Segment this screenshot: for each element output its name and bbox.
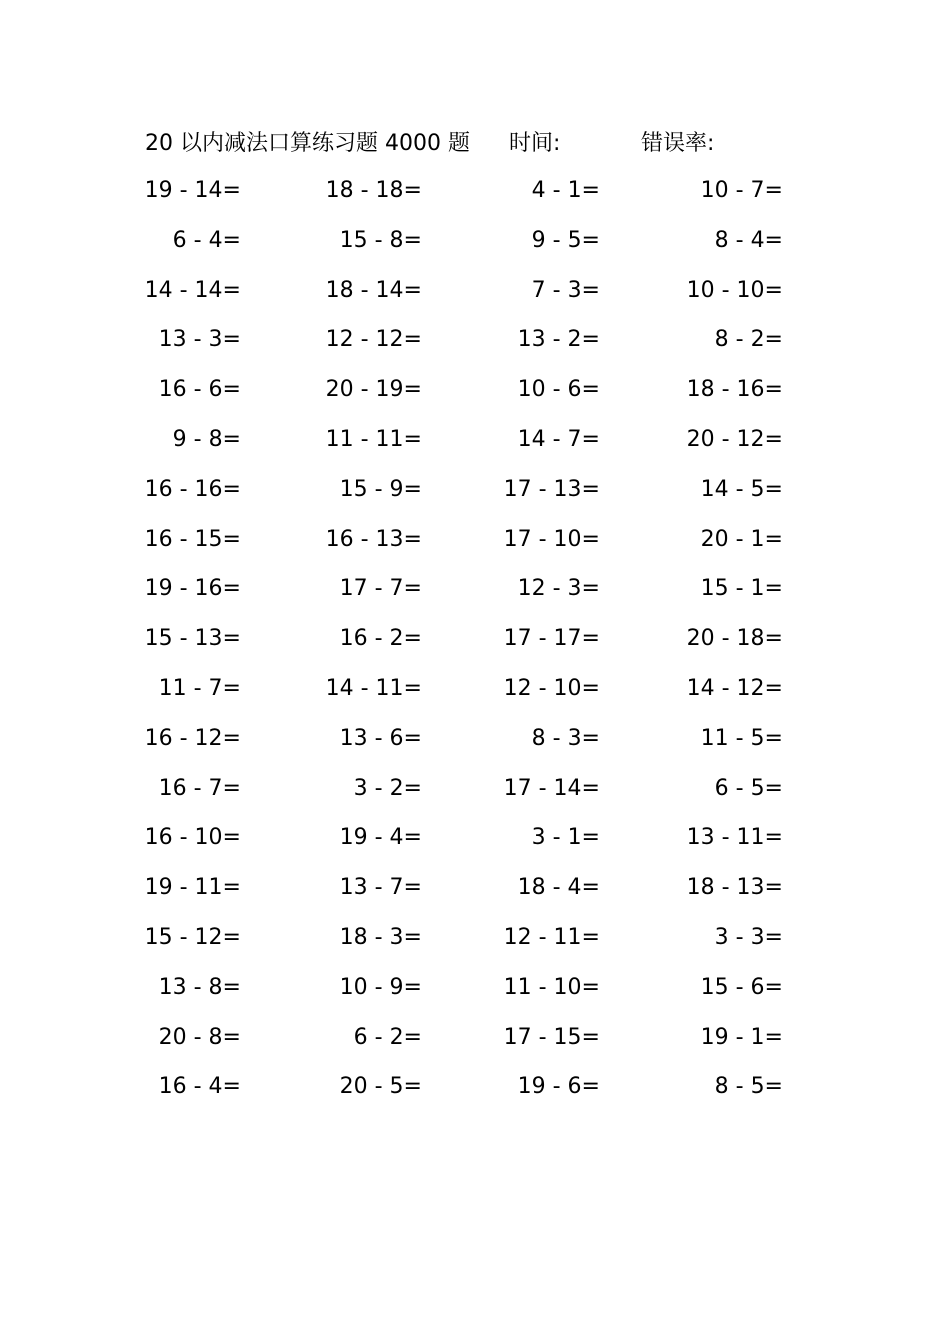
subtraction-problem: 18 - 16= (686, 377, 783, 403)
subtraction-problem: 13 - 2= (517, 327, 600, 353)
problem-row (0, 525, 950, 575)
subtraction-problem: 17 - 14= (503, 775, 600, 801)
problem-row (0, 1072, 950, 1122)
problem-row (0, 624, 950, 674)
worksheet-title: 20 以内减法口算练习题 4000 题 (145, 131, 470, 156)
problem-row (0, 724, 950, 774)
problem-grid (0, 176, 950, 1122)
subtraction-problem: 14 - 14= (144, 277, 241, 303)
subtraction-problem: 16 - 16= (144, 476, 241, 502)
subtraction-problem: 10 - 10= (686, 277, 783, 303)
subtraction-problem: 20 - 8= (158, 1024, 241, 1050)
problem-row (0, 873, 950, 923)
subtraction-problem: 15 - 6= (700, 974, 783, 1000)
subtraction-problem: 18 - 18= (325, 178, 422, 203)
subtraction-problem: 3 - 3= (714, 924, 783, 950)
subtraction-problem: 19 - 11= (144, 875, 241, 901)
subtraction-problem: 17 - 13= (503, 476, 600, 502)
subtraction-problem: 10 - 9= (339, 974, 422, 1000)
subtraction-problem: 19 - 1= (700, 1024, 783, 1050)
subtraction-problem: 16 - 7= (158, 775, 241, 801)
subtraction-problem: 13 - 11= (686, 825, 783, 851)
problem-row (0, 425, 950, 475)
problem-row (0, 475, 950, 525)
subtraction-problem: 19 - 14= (144, 178, 241, 203)
subtraction-problem: 14 - 5= (700, 476, 783, 502)
subtraction-problem: 15 - 9= (339, 476, 422, 502)
problem-row (0, 923, 950, 973)
subtraction-problem: 13 - 7= (339, 875, 422, 901)
subtraction-problem: 8 - 2= (714, 327, 783, 353)
problem-row (0, 973, 950, 1023)
subtraction-problem: 6 - 4= (172, 227, 241, 253)
subtraction-problem: 20 - 12= (686, 426, 783, 452)
error-rate-label: 错误率: (641, 131, 715, 156)
subtraction-problem: 19 - 6= (517, 1074, 600, 1100)
subtraction-problem: 15 - 12= (144, 924, 241, 950)
subtraction-problem: 13 - 6= (339, 725, 422, 751)
subtraction-problem: 10 - 7= (700, 178, 783, 203)
subtraction-problem: 14 - 12= (686, 675, 783, 701)
subtraction-problem: 7 - 3= (531, 277, 600, 303)
problem-row (0, 823, 950, 873)
subtraction-problem: 17 - 17= (503, 626, 600, 652)
subtraction-problem: 18 - 3= (339, 924, 422, 950)
subtraction-problem: 15 - 8= (339, 227, 422, 253)
subtraction-problem: 11 - 7= (158, 675, 241, 701)
subtraction-problem: 19 - 4= (339, 825, 422, 851)
subtraction-problem: 19 - 16= (144, 576, 241, 602)
subtraction-problem: 17 - 7= (339, 576, 422, 602)
subtraction-problem: 15 - 1= (700, 576, 783, 602)
subtraction-problem: 17 - 15= (503, 1024, 600, 1050)
subtraction-problem: 14 - 11= (325, 675, 422, 701)
subtraction-problem: 8 - 3= (531, 725, 600, 751)
subtraction-problem: 8 - 4= (714, 227, 783, 253)
subtraction-problem: 6 - 2= (353, 1024, 422, 1050)
subtraction-problem: 11 - 11= (325, 426, 422, 452)
time-label: 时间: (509, 131, 561, 156)
subtraction-problem: 9 - 8= (172, 426, 241, 452)
subtraction-problem: 15 - 13= (144, 626, 241, 652)
subtraction-problem: 16 - 10= (144, 825, 241, 851)
subtraction-problem: 11 - 5= (700, 725, 783, 751)
subtraction-problem: 12 - 11= (503, 924, 600, 950)
subtraction-problem: 11 - 10= (503, 974, 600, 1000)
subtraction-problem: 18 - 4= (517, 875, 600, 901)
subtraction-problem: 20 - 19= (325, 377, 422, 403)
subtraction-problem: 12 - 3= (517, 576, 600, 602)
problem-row (0, 574, 950, 624)
subtraction-problem: 18 - 13= (686, 875, 783, 901)
subtraction-problem: 3 - 2= (353, 775, 422, 801)
subtraction-problem: 16 - 15= (144, 526, 241, 552)
subtraction-problem: 20 - 5= (339, 1074, 422, 1100)
subtraction-problem: 16 - 12= (144, 725, 241, 751)
subtraction-problem: 12 - 10= (503, 675, 600, 701)
problem-row (0, 176, 950, 226)
subtraction-problem: 14 - 7= (517, 426, 600, 452)
subtraction-problem: 16 - 13= (325, 526, 422, 552)
subtraction-problem: 4 - 1= (531, 178, 600, 203)
subtraction-problem: 16 - 4= (158, 1074, 241, 1100)
worksheet-header (0, 126, 950, 160)
subtraction-problem: 12 - 12= (325, 327, 422, 353)
subtraction-problem: 8 - 5= (714, 1074, 783, 1100)
subtraction-problem: 20 - 18= (686, 626, 783, 652)
subtraction-problem: 3 - 1= (531, 825, 600, 851)
subtraction-problem: 13 - 3= (158, 327, 241, 353)
subtraction-problem: 13 - 8= (158, 974, 241, 1000)
subtraction-problem: 16 - 2= (339, 626, 422, 652)
problem-row (0, 375, 950, 425)
problem-row (0, 1023, 950, 1073)
subtraction-problem: 16 - 6= (158, 377, 241, 403)
problem-row (0, 674, 950, 724)
problem-row (0, 774, 950, 824)
subtraction-problem: 9 - 5= (531, 227, 600, 253)
subtraction-problem: 18 - 14= (325, 277, 422, 303)
subtraction-problem: 20 - 1= (700, 526, 783, 552)
subtraction-problem: 17 - 10= (503, 526, 600, 552)
problem-row (0, 226, 950, 276)
problem-row (0, 325, 950, 375)
problem-row (0, 276, 950, 326)
subtraction-problem: 10 - 6= (517, 377, 600, 403)
subtraction-problem: 6 - 5= (714, 775, 783, 801)
